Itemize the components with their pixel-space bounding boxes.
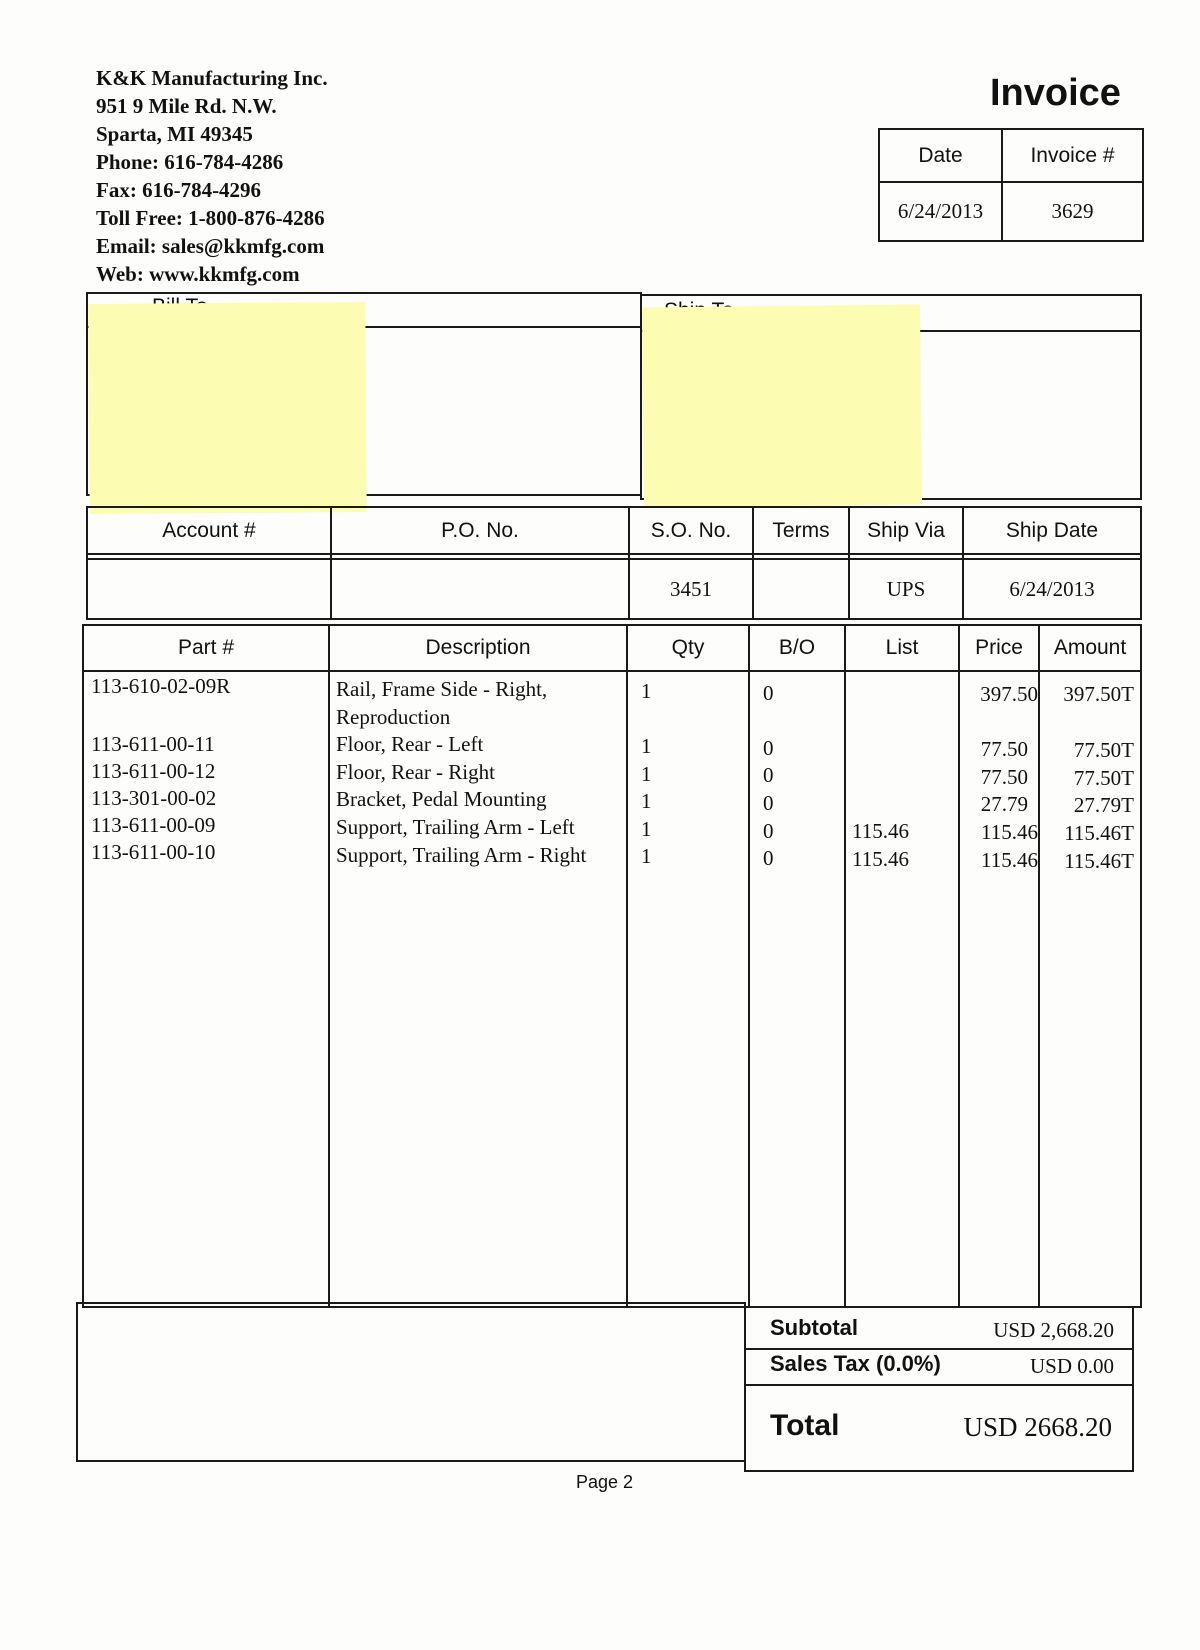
total-label: Total [770, 1409, 840, 1442]
divider [82, 670, 1142, 672]
table-row-price: 27.79 [980, 792, 1028, 816]
table-row-part: 113-611-00-11 [91, 732, 215, 756]
subtotal-label: Subtotal [770, 1315, 858, 1340]
divider [844, 624, 846, 1308]
header-so-number: S.O. No. [650, 518, 732, 542]
table-row-bo: 0 [763, 819, 774, 843]
table-row-bo: 0 [763, 763, 774, 787]
divider [328, 624, 330, 1308]
header-ship-date: Ship Date [1005, 518, 1099, 542]
divider [86, 553, 1142, 555]
header-qty: Qty [671, 636, 705, 659]
table-row-price: 77.50 [980, 765, 1028, 789]
subtotal-value: USD 2,668.20 [993, 1318, 1114, 1342]
table-row-part: 113-610-02-09R [91, 674, 231, 698]
header-description: Description [425, 636, 531, 659]
table-row-amount: 115.46T [1064, 849, 1134, 873]
invoice-number: 3629 [1051, 199, 1094, 223]
table-row-amount: 27.79T [1073, 793, 1134, 817]
terms-value [754, 560, 848, 618]
so-number-value: 3451 [670, 576, 712, 601]
table-row-part: 113-611-00-09 [91, 813, 216, 837]
notes-box [76, 1302, 746, 1462]
divider [626, 624, 628, 1308]
table-row-part: 113-611-00-10 [91, 840, 216, 864]
table-row-price: 397.50 [980, 682, 1038, 706]
table-row-qty: 1 [641, 844, 652, 868]
company-fax: Fax: 616-784-4296 [96, 178, 262, 202]
divider [958, 624, 960, 1308]
company-name: K&K Manufacturing Inc. [96, 66, 328, 90]
table-row-part: 113-611-00-12 [91, 759, 216, 783]
header-terms: Terms [772, 518, 830, 542]
company-address-line2: Sparta, MI 49345 [96, 122, 253, 146]
table-row-price: 115.46 [981, 820, 1038, 844]
table-row-qty: 1 [641, 789, 652, 813]
sales-tax-value: USD 0.00 [1029, 1354, 1114, 1378]
ship-date-value: 6/24/2013 [1009, 576, 1095, 601]
table-row-amount: 77.50T [1073, 766, 1134, 790]
table-row-description: Rail, Frame Side - Right, [336, 677, 548, 701]
sales-tax-label: Sales Tax (0.0%) [770, 1351, 941, 1376]
ship-via-value: UPS [886, 576, 926, 601]
table-row-qty: 1 [641, 762, 652, 786]
company-web: Web: www.kkmfg.com [96, 262, 300, 286]
table-row-description: Floor, Rear - Right [336, 760, 495, 784]
header-po-number: P.O. No. [441, 518, 519, 542]
header-account: Account # [162, 518, 256, 542]
header-part-number: Part # [177, 636, 235, 659]
table-row-qty: 1 [641, 817, 652, 841]
table-row-description: Floor, Rear - Left [336, 732, 484, 756]
table-row-description: Bracket, Pedal Mounting [336, 787, 547, 811]
total-value: USD 2668.20 [963, 1412, 1112, 1442]
table-row-bo: 0 [763, 681, 774, 705]
table-row-bo: 0 [763, 736, 774, 760]
sticky-note-redaction [88, 302, 366, 514]
page-number: Page 2 [576, 1472, 634, 1492]
table-row-bo: 0 [763, 846, 774, 870]
header-ship-via: Ship Via [867, 518, 945, 542]
table-row-price: 77.50 [980, 737, 1028, 761]
invoice-date: 6/24/2013 [897, 199, 984, 223]
sticky-note-redaction [642, 305, 922, 508]
table-row-qty: 1 [641, 734, 652, 758]
company-email: Email: sales@kkmfg.com [96, 234, 325, 258]
items-table [82, 624, 1142, 1308]
divider [744, 1384, 1134, 1386]
date-label: Date [918, 143, 963, 167]
table-row-qty: 1 [641, 679, 652, 703]
table-row-description: Support, Trailing Arm - Right [336, 843, 587, 867]
po-number-value [332, 560, 628, 618]
divider [1038, 624, 1040, 1308]
header-amount: Amount [1053, 636, 1127, 659]
table-row-description: Support, Trailing Arm - Left [336, 815, 575, 839]
table-row-list: 115.46 [852, 819, 909, 843]
company-toll-free: Toll Free: 1-800-876-4286 [96, 206, 325, 230]
company-info [96, 64, 328, 288]
header-price: Price [975, 636, 1023, 659]
header-list: List [885, 636, 919, 659]
company-address-line1: 951 9 Mile Rd. N.W. [96, 94, 277, 118]
table-row-price: 115.46 [981, 848, 1038, 872]
divider [748, 624, 750, 1308]
table-row-amount: 77.50T [1073, 738, 1134, 762]
account-number-value [88, 560, 330, 618]
table-row-description-line2: Reproduction [336, 705, 451, 729]
header-bo: B/O [778, 636, 816, 659]
table-row-part: 113-301-00-02 [91, 786, 217, 810]
table-row-amount: 115.46T [1064, 821, 1134, 845]
table-row-list: 115.46 [852, 847, 909, 871]
table-row-amount: 397.50T [1063, 682, 1134, 706]
table-row-bo: 0 [763, 791, 774, 815]
invoice-title: Invoice [990, 72, 1121, 114]
invoice-number-label: Invoice # [1030, 143, 1115, 167]
company-phone: Phone: 616-784-4286 [96, 150, 284, 174]
